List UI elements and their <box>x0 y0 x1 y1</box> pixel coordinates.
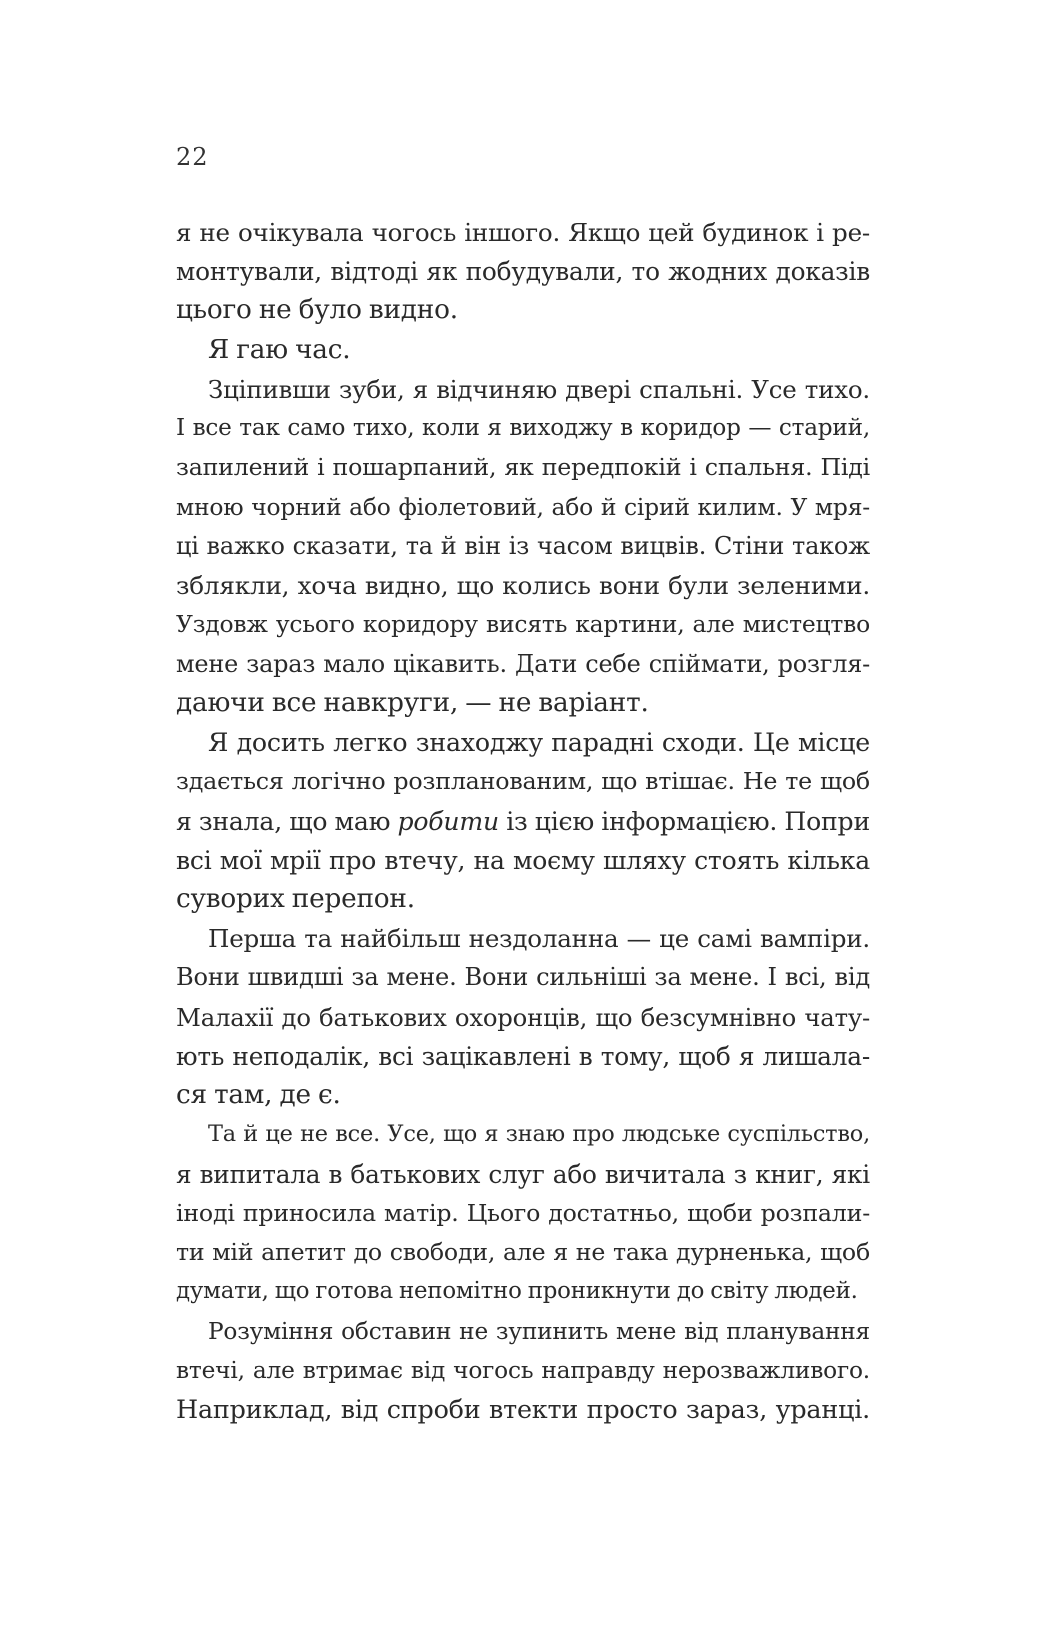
text-line: ся там, де є. <box>176 1080 341 1111</box>
text-line: всі мої мрії про втечу, на моєму шляху стоять кілька <box>176 845 870 875</box>
text-line: Я гаю час. <box>208 334 351 365</box>
text-line: суворих перепон. <box>176 883 415 914</box>
text-line: запилений і пошарпаний, як передпокій і спальня. Піді <box>176 453 870 482</box>
text-segment: із цією інформацією. Попри <box>499 806 870 836</box>
text-line: Перша та найбільш нездоланна — це самі вампіри. <box>208 924 870 954</box>
text-line <box>176 802 870 841</box>
body-text <box>176 213 870 1429</box>
text-line: Та й це не все. Усе, що я знаю про людське суспільство, <box>208 1121 870 1148</box>
text-line: даючи все навкруги, — не варіант. <box>176 687 649 718</box>
text-line: Зціпивши зуби, я відчиняю двері спальні. Усе тихо. <box>208 374 870 404</box>
text-line: Наприклад, від спроби втекти просто зараз, уранці. <box>176 1394 870 1425</box>
text-line: І все так само тихо, коли я виходжу в коридор — старий, <box>176 415 870 442</box>
text-line: думати, що готова непомітно проникнути до світу людей. <box>176 1278 858 1305</box>
text-line: Вони швидші за мене. Вони сильніші за мене. І всі, від <box>176 963 870 992</box>
text-line: цього не було видно. <box>176 295 458 326</box>
text-line: втечі, але втримає від чогось направду нерозважливого. <box>176 1356 870 1384</box>
italic-emphasis: робити <box>397 806 500 836</box>
text-line: Розуміння обставин не зупинить мене від планування <box>208 1317 870 1345</box>
text-line: я не очікувала чогось іншого. Якщо цей будинок і ре- <box>176 218 870 247</box>
text-line: Малахії до батькових охоронців, що безсумнівно чату- <box>176 1002 870 1032</box>
text-line: ці важко сказати, та й він із часом вицвів. Стіни також <box>176 531 870 560</box>
text-line: здається логічно розпланованим, що втішає. Не те щоб <box>176 767 870 796</box>
text-line: монтували, відтоді як побудували, то жодних доказів <box>176 257 870 287</box>
text-line: мене зараз мало цікавить. Дати себе спіймати, розгля- <box>176 649 870 678</box>
text-line: мною чорний або фіолетовий, або й сірий килим. У мря- <box>176 492 870 521</box>
text-line: Уздовж усього коридору висять картини, але мистецтво <box>176 610 870 639</box>
page-number: 22 <box>176 143 209 171</box>
text-line: іноді приносила матір. Цього достатньо, щоби розпали- <box>176 1198 870 1227</box>
text-line: я випитала в батькових слуг або вичитала з книг, які <box>176 1159 870 1189</box>
text-line: ють неподалік, всі зацікавлені в тому, щоб я лишала- <box>176 1041 870 1071</box>
text-line: Я досить легко знаходжу парадні сходи. Це місце <box>208 728 870 758</box>
text-segment: я знала, що маю <box>176 806 398 836</box>
text-line: ти мій апетит до свободи, але я не така дурненька, щоб <box>176 1238 870 1267</box>
text-line: зблякли, хоча видно, що колись вони були зеленими. <box>176 571 870 601</box>
